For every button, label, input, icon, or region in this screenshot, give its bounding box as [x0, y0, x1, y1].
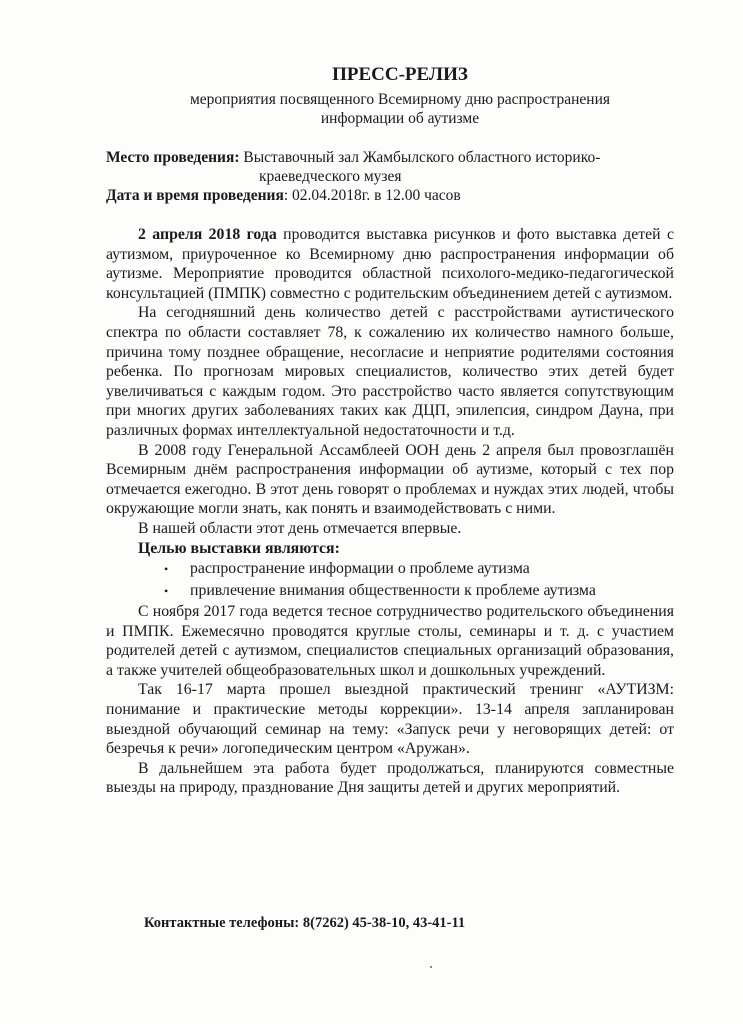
paragraph-2: На сегодняшний день количество детей с расстройствами аутистического спектра по области составляет 78, к сожалению их количество намного больше, причина тому позднее обращение, несогласие и неприятие родителями состояния ребенка. По прогнозам мировых специалистов, количество этих детей будет увеличиваться с каждым годом. Это расстройство часто является сопутствующим при многих других заболеваниях таких как ДЦП, эпилепсия, синдром Дауна, при различных формах интеллектуальной недостаточности и т.д. [106, 304, 674, 439]
paragraph-4: В нашей области этот день отмечается впервые. [138, 519, 462, 537]
press-release-body [106, 225, 674, 798]
contact-phones: Контактные телефоны: 8(7262) 45-38-10, 43-41-11 [144, 915, 466, 931]
place-value-line-1: Выставочный зал Жамбылского областного историко- [239, 149, 601, 166]
place-value-line-2: краеведческого музея [259, 168, 402, 185]
goals-list [106, 558, 674, 602]
subtitle-line-2: информации об аутизме [320, 110, 480, 127]
page-title: ПРЕСС-РЕЛИЗ [332, 64, 468, 85]
paragraph-7: В дальнейшем эта работа будет продолжаться, планируются совместные выезды на природу, празднование Дня защиты детей и других мероприятий. [106, 759, 674, 797]
document-content [106, 64, 674, 798]
event-date: 2 апреля 2018 года [138, 226, 277, 243]
event-meta [106, 148, 674, 205]
paragraph-1-text: проводится выставка рисунков и фото выставка детей с аутизмом, приуроченное ко Всемирному дню распространения информации об аутизме. Мероприятие проводится областной психолого-медико-педагогической консультацией (ПМПК) совместно с родительским объединением детей с аутизмом. [106, 226, 674, 302]
goal-item-text: привлечение внимания общественности к проблеме аутизма [190, 582, 596, 600]
place-row [106, 148, 674, 167]
bullet-icon: • [164, 584, 169, 599]
goal-item [164, 558, 674, 580]
goal-item-text: распространение информации о проблеме аутизма [190, 560, 530, 578]
paragraph-1 [106, 225, 674, 303]
datetime-label: Дата и время проведения [106, 187, 284, 204]
goal-item [164, 580, 674, 602]
bullet-icon: • [164, 562, 169, 577]
scan-speck [430, 966, 432, 968]
goals-heading: Целью выставки являются: [138, 539, 340, 557]
page-subtitle [106, 90, 674, 128]
datetime-value: : 02.04.2018г. в 12.00 часов [283, 187, 461, 204]
datetime-row [106, 186, 674, 205]
paragraph-3: В 2008 году Генеральной Ассамблеей ООН день 2 апреля был провозглашён Всемирным днём распространения информации об аутизме, который с тех пор отмечается ежегодно. В этот день говорят о проблемах и нуждах этих людей, чтобы окружающие могли знать, как понять и взаимодействовать с ними. [106, 441, 674, 518]
place-label: Место проведения: [106, 149, 240, 166]
paragraph-6: Так 16-17 марта прошел выездной практический тренинг «АУТИЗМ: понимание и практические методы коррекции». 13-14 апреля запланирован выездной обучающий семинар на тему: «Запуск речи у неговорящих детей: от безречья к речи» логопедическим центром «Аружан». [106, 681, 674, 758]
subtitle-line-1: мероприятия посвященного Всемирному дню распространения [189, 91, 611, 108]
paragraph-5: С ноября 2017 года ведется тесное сотрудничество родительского объединения и ПМПК. Ежемесячно проводятся круглые столы, семинары и т. д. с участием родителей детей с аутизмом, специалистов специальных организаций образования, а также учителей общеобразовательных школ и дошкольных учреждений. [106, 603, 674, 679]
